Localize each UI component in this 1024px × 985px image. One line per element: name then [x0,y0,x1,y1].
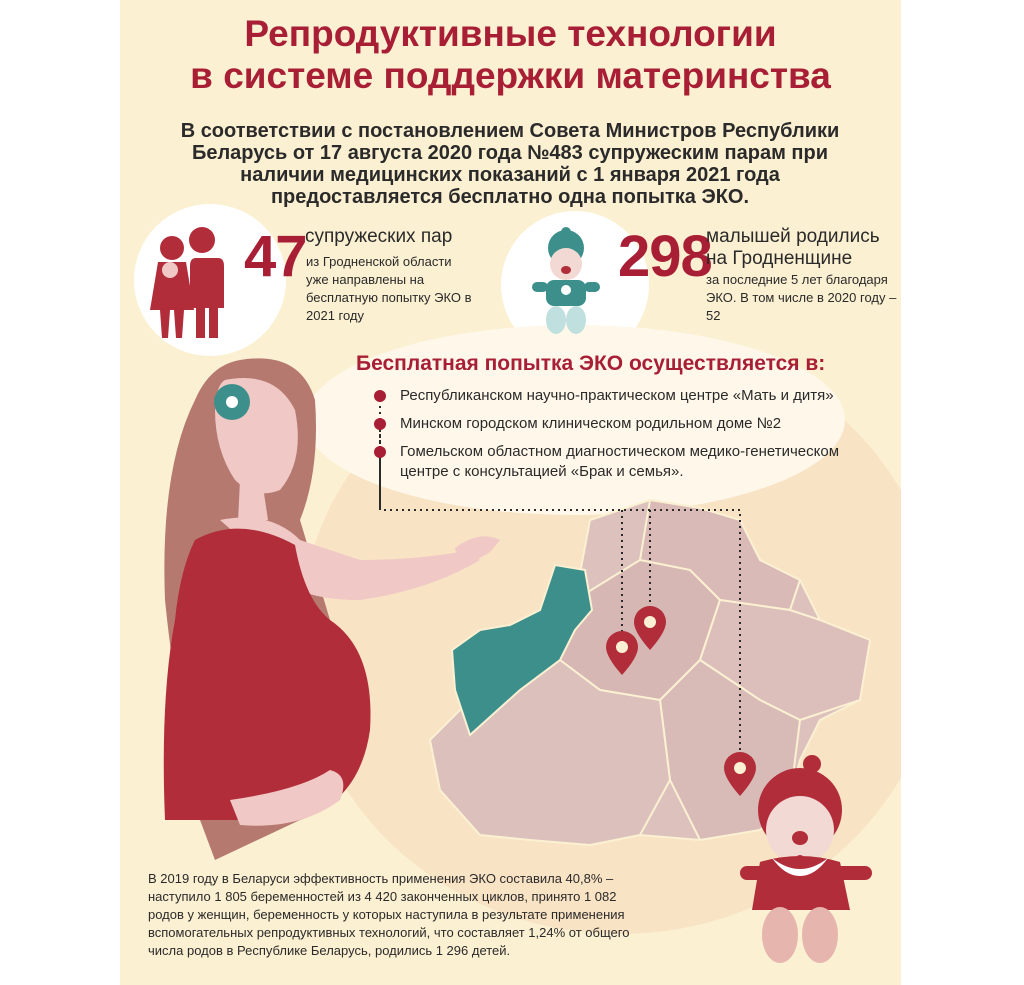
bullet-pin-icon [374,390,386,402]
title-line-1: Репродуктивные технологии [244,13,777,54]
center-item: Республиканском научно-практическом центре «Мать и дитя» [400,387,834,404]
center-item: Минском городском клиническом родильном доме №2 [400,415,782,432]
stat-number-couples: 47 [244,224,307,289]
footer-statistics-text: В 2019 году в Беларуси эффективность применения ЭКО составила 40,8% – наступило 1 805 беременностей из 4 420 законченных циклов, принято 1 082 родов у женщин, беременность у которых наступила в результате применения вспомогательных репродуктивных технологий, что составляет 1,24% от общего числа родов в Республике Беларусь, родились 1 296 детей. [148,871,630,958]
intro-text: В соответствии с постановлением Совета Министров Республики Беларусь от 17 августа 2020 года №483 супружеским парам при наличии медицинских показаний с 1 января 2021 года предоставляется бесплатно одна попытка ЭКО. [180,120,840,208]
bullet-pin-icon [374,418,386,430]
centers-heading: Бесплатная попытка ЭКО осуществляется в: [356,352,826,375]
stat-title-couples: супружеских пар [305,226,453,247]
title-line-2: в системе поддержки материнства [190,55,831,96]
stat-number-babies: 298 [618,224,712,289]
stat-note-couples: из Гродненской области уже направлены на бесплатную попытку ЭКО в 2021 году [306,254,472,323]
bullet-pin-icon [374,446,386,458]
center-item: Гомельском областном диагностическом медико-генетическом центре с консультацией «Брак и семья». [400,443,840,480]
stat-note-babies: за последние 5 лет благодаря ЭКО. В том числе в 2020 году – 52 [706,272,897,323]
stat-title-babies: малышей родились на Гродненщине [706,226,880,269]
